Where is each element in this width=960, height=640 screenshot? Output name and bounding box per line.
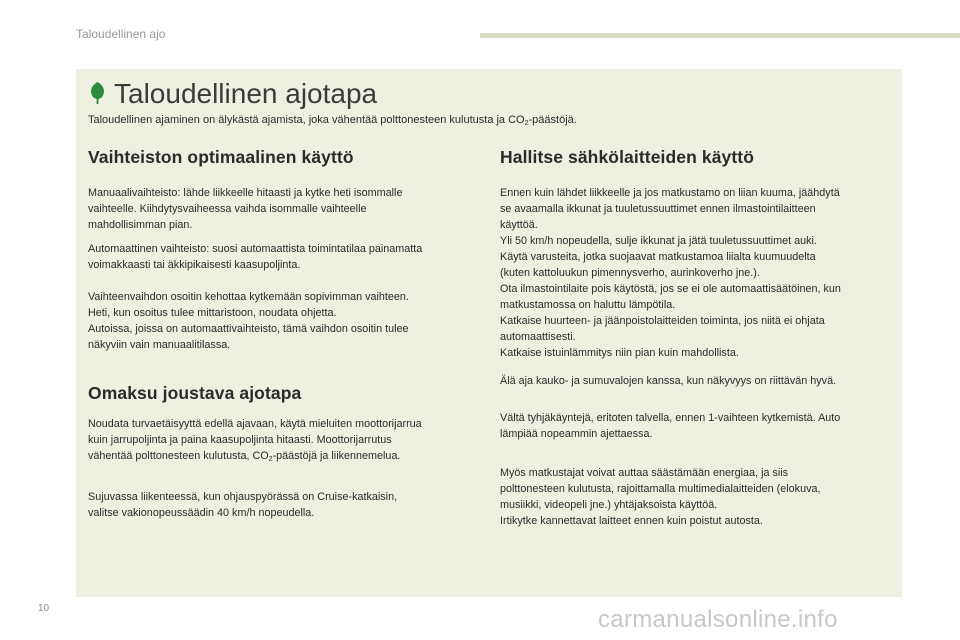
gearbox-manual-paragraph: Manuaalivaihteisto: lähde liikkeelle hitaasti ja kytke heti isommalle vaihteelle. Kiihdytysvaiheessa vaihda isommalle vaihteelle mahdollisimman pian. xyxy=(88,187,403,231)
heading-flexible-driving: Omaksu joustava ajotapa xyxy=(88,383,302,403)
right-column xyxy=(500,143,892,529)
gear-indicator-paragraph: Vaihteenvaihdon osoitin kehottaa kytkemään sopivimman vaihteen. Heti, kun osoitus tulee mittaristoon, noudata ohjetta. Autoissa, joissa on automaattivaihteisto, tämä vaihdon osoitin tulee näkyviin vain manuaalitilassa. xyxy=(88,291,409,351)
header-section-title: Taloudellinen ajo xyxy=(76,27,166,41)
leaf-icon xyxy=(89,81,106,105)
idling-paragraph: Vältä tyhjäkäyntejä, eritoten talvella, ennen 1-vaihteen kytkemistä. Auto lämpiää nopeammin ajettaessa. xyxy=(500,412,841,440)
lights-paragraph: Älä aja kauko- ja sumuvalojen kanssa, kun näkyvyys on riittävän hyvä. xyxy=(500,375,837,387)
left-column xyxy=(88,143,478,521)
engine-brake-paragraph: Noudata turvaetäisyyttä edellä ajavaan, käytä mieluiten moottorijarrua kuin jarrupoljinta ja paina kaasupoljinta hitaasti. Moottorijarrutus vähentää polttonesteen kulutusta, $CO_2$-päästöjä ja liikennemelua. xyxy=(88,418,422,463)
page-number: 10 xyxy=(38,603,50,614)
heading-gearbox: Vaihteiston optimaalinen käyttö xyxy=(88,147,354,167)
header-bar xyxy=(480,33,960,38)
panel-title: Taloudellinen ajotapa xyxy=(114,78,378,109)
passengers-paragraph: Myös matkustajat voivat auttaa säästämään energiaa, ja siis polttonesteen kulutusta, rajoittamalla multimedialaitteiden (elokuva, musiikki, videopeli jne.) yhtäjaksoista käyttöä. Irtikytke kannettavat laitteet ennen kuin poistut autosta. xyxy=(500,467,821,527)
climate-paragraph: Ennen kuin lähdet liikkeelle ja jos matkustamo on liian kuuma, jäähdytä se avaamalla ikkunat ja tuuletussuuttimet ennen ilmastointilaitteen käyttöä. Yli 50 km/h nopeudella, sulje ikkunat ja jätä tuuletussuuttimet auki. Käytä varusteita, jotka suojaavat matkustamoa liialta kuumuudelta (kuten kattoluukun pimennysverho, aurinkoverho jne.). Ota ilmastointilaite pois käytöstä, jos se ei ole automaattisäätöinen, kun matkustamossa on haluttu lämpötila. Katkaise huurteen- ja jäänpoistolaitteiden toiminta, jos niitä ei ohjata automaattisesti. Katkaise istuinlämmitys niin pian kuin mahdollista. xyxy=(500,187,841,359)
gearbox-auto-paragraph: Automaattinen vaihteisto: suosi automaattista toimintatilaa painamatta voimakkaasti tai äkkipikaisesti kaasupoljinta. xyxy=(88,243,423,271)
cruise-control-paragraph: Sujuvassa liikenteessä, kun ohjauspyörässä on Cruise-katkaisin, valitse vakionopeussäädin 40 km/h nopeudella. xyxy=(88,491,398,519)
watermark: carmanualsonline.info xyxy=(598,606,838,633)
content-panel xyxy=(76,69,902,597)
panel-intro: Taloudellinen ajaminen on älykästä ajamista, joka vähentää polttonesteen kulutusta ja $CO_2$-päästöjä. xyxy=(88,114,577,127)
heading-electrical: Hallitse sähkölaitteiden käyttö xyxy=(500,147,755,167)
